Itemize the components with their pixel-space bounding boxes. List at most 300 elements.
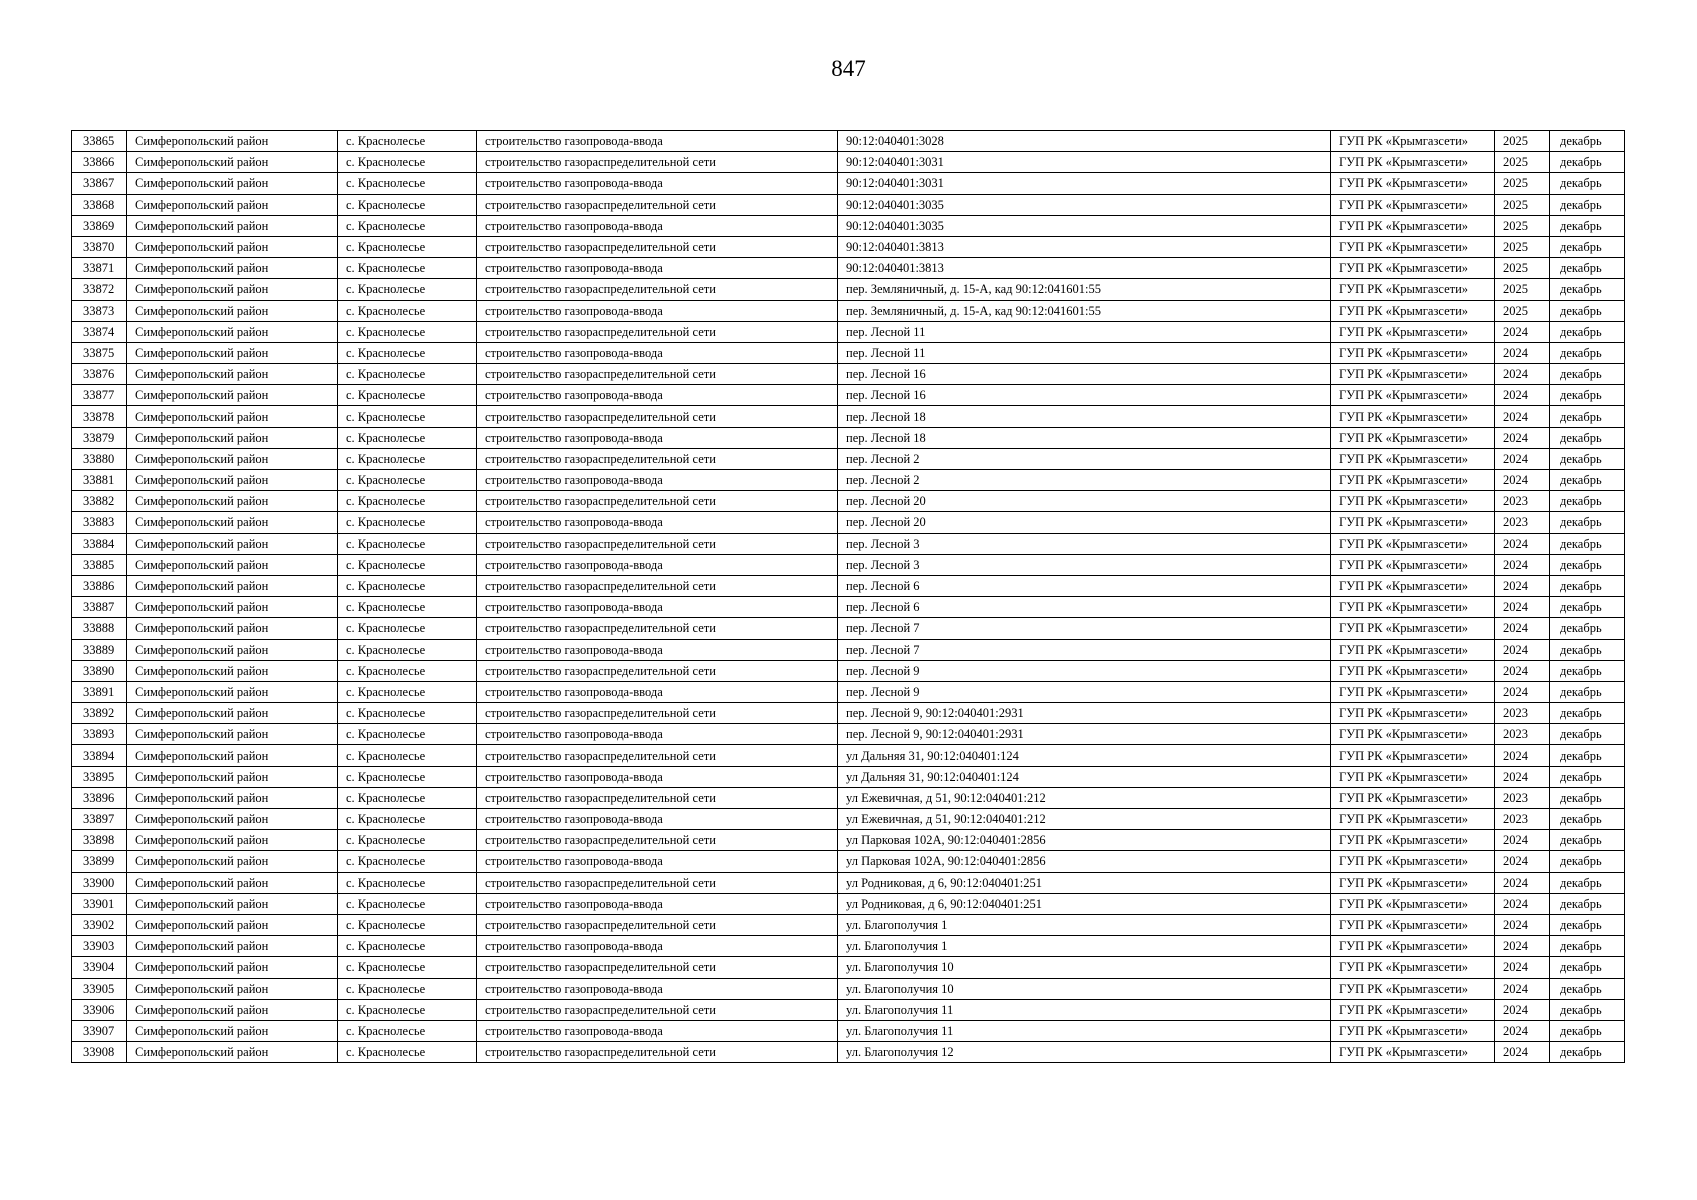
- address-cell: пер. Лесной 3: [838, 554, 1331, 575]
- table-row: [72, 279, 1625, 300]
- address-cell: пер. Лесной 9: [838, 660, 1331, 681]
- year-cell: 2024: [1495, 385, 1550, 406]
- year-cell: 2023: [1495, 724, 1550, 745]
- district-cell: Симферопольский район: [127, 597, 338, 618]
- address-cell: 90:12:040401:3031: [838, 173, 1331, 194]
- organization-cell: ГУП РК «Крымгазсети»: [1331, 809, 1495, 830]
- address-cell: пер. Лесной 6: [838, 597, 1331, 618]
- organization-cell: ГУП РК «Крымгазсети»: [1331, 830, 1495, 851]
- organization-cell: ГУП РК «Крымгазсети»: [1331, 766, 1495, 787]
- month-cell: декабрь: [1550, 787, 1625, 808]
- month-cell: декабрь: [1550, 936, 1625, 957]
- settlement-cell: с. Краснолесье: [338, 554, 477, 575]
- organization-cell: ГУП РК «Крымгазсети»: [1331, 236, 1495, 257]
- settlement-cell: с. Краснолесье: [338, 491, 477, 512]
- organization-cell: ГУП РК «Крымгазсети»: [1331, 427, 1495, 448]
- record-number-cell: 33868: [72, 194, 127, 215]
- address-cell: ул. Благополучия 10: [838, 957, 1331, 978]
- district-cell: Симферопольский район: [127, 639, 338, 660]
- table-row: [72, 152, 1625, 173]
- settlement-cell: с. Краснолесье: [338, 258, 477, 279]
- month-cell: декабрь: [1550, 554, 1625, 575]
- district-cell: Симферопольский район: [127, 131, 338, 152]
- address-cell: ул. Благополучия 11: [838, 999, 1331, 1020]
- month-cell: декабрь: [1550, 321, 1625, 342]
- district-cell: Симферопольский район: [127, 491, 338, 512]
- record-number-cell: 33891: [72, 681, 127, 702]
- year-cell: 2024: [1495, 1020, 1550, 1041]
- organization-cell: ГУП РК «Крымгазсети»: [1331, 321, 1495, 342]
- work-type-cell: строительство газопровода-ввода: [477, 724, 838, 745]
- work-type-cell: строительство газопровода-ввода: [477, 936, 838, 957]
- table-row: [72, 342, 1625, 363]
- district-cell: Симферопольский район: [127, 236, 338, 257]
- year-cell: 2024: [1495, 321, 1550, 342]
- month-cell: декабрь: [1550, 660, 1625, 681]
- district-cell: Симферопольский район: [127, 978, 338, 999]
- organization-cell: ГУП РК «Крымгазсети»: [1331, 957, 1495, 978]
- record-number-cell: 33867: [72, 173, 127, 194]
- month-cell: декабрь: [1550, 1042, 1625, 1063]
- address-cell: пер. Лесной 7: [838, 618, 1331, 639]
- district-cell: Симферопольский район: [127, 279, 338, 300]
- address-cell: пер. Лесной 3: [838, 533, 1331, 554]
- work-type-cell: строительство газораспределительной сети: [477, 618, 838, 639]
- settlement-cell: с. Краснолесье: [338, 321, 477, 342]
- month-cell: декабрь: [1550, 342, 1625, 363]
- year-cell: 2024: [1495, 364, 1550, 385]
- district-cell: Симферопольский район: [127, 512, 338, 533]
- address-cell: ул. Благополучия 1: [838, 936, 1331, 957]
- table-row: [72, 321, 1625, 342]
- district-cell: Симферопольский район: [127, 999, 338, 1020]
- organization-cell: ГУП РК «Крымгазсети»: [1331, 639, 1495, 660]
- record-number-cell: 33873: [72, 300, 127, 321]
- settlement-cell: с. Краснолесье: [338, 385, 477, 406]
- year-cell: 2024: [1495, 597, 1550, 618]
- settlement-cell: с. Краснолесье: [338, 830, 477, 851]
- work-type-cell: строительство газораспределительной сети: [477, 787, 838, 808]
- table-row: [72, 364, 1625, 385]
- table-row: [72, 681, 1625, 702]
- record-number-cell: 33884: [72, 533, 127, 554]
- table-row: [72, 554, 1625, 575]
- record-number-cell: 33874: [72, 321, 127, 342]
- organization-cell: ГУП РК «Крымгазсети»: [1331, 914, 1495, 935]
- year-cell: 2024: [1495, 470, 1550, 491]
- record-number-cell: 33866: [72, 152, 127, 173]
- settlement-cell: с. Краснолесье: [338, 639, 477, 660]
- month-cell: декабрь: [1550, 215, 1625, 236]
- settlement-cell: с. Краснолесье: [338, 448, 477, 469]
- organization-cell: ГУП РК «Крымгазсети»: [1331, 215, 1495, 236]
- work-type-cell: строительство газопровода-ввода: [477, 427, 838, 448]
- year-cell: 2024: [1495, 766, 1550, 787]
- month-cell: декабрь: [1550, 194, 1625, 215]
- organization-cell: ГУП РК «Крымгазсети»: [1331, 194, 1495, 215]
- organization-cell: ГУП РК «Крымгазсети»: [1331, 681, 1495, 702]
- work-type-cell: строительство газораспределительной сети: [477, 533, 838, 554]
- table-row: [72, 957, 1625, 978]
- record-number-cell: 33885: [72, 554, 127, 575]
- address-cell: ул. Благополучия 10: [838, 978, 1331, 999]
- table-row: [72, 173, 1625, 194]
- district-cell: Симферопольский район: [127, 787, 338, 808]
- year-cell: 2024: [1495, 554, 1550, 575]
- settlement-cell: с. Краснолесье: [338, 809, 477, 830]
- district-cell: Симферопольский район: [127, 194, 338, 215]
- organization-cell: ГУП РК «Крымгазсети»: [1331, 1042, 1495, 1063]
- work-type-cell: строительство газораспределительной сети: [477, 448, 838, 469]
- year-cell: 2024: [1495, 872, 1550, 893]
- address-cell: пер. Лесной 20: [838, 512, 1331, 533]
- address-cell: пер. Лесной 6: [838, 575, 1331, 596]
- record-number-cell: 33879: [72, 427, 127, 448]
- organization-cell: ГУП РК «Крымгазсети»: [1331, 470, 1495, 491]
- year-cell: 2023: [1495, 512, 1550, 533]
- year-cell: 2024: [1495, 639, 1550, 660]
- record-number-cell: 33882: [72, 491, 127, 512]
- year-cell: 2024: [1495, 936, 1550, 957]
- month-cell: декабрь: [1550, 703, 1625, 724]
- record-number-cell: 33895: [72, 766, 127, 787]
- work-type-cell: строительство газопровода-ввода: [477, 1020, 838, 1041]
- work-type-cell: строительство газопровода-ввода: [477, 893, 838, 914]
- table-row: [72, 745, 1625, 766]
- table-row: [72, 660, 1625, 681]
- table-row: [72, 618, 1625, 639]
- work-type-cell: строительство газораспределительной сети: [477, 236, 838, 257]
- year-cell: 2024: [1495, 914, 1550, 935]
- district-cell: Симферопольский район: [127, 914, 338, 935]
- table-row: [72, 787, 1625, 808]
- district-cell: Симферопольский район: [127, 681, 338, 702]
- table-row: [72, 809, 1625, 830]
- work-type-cell: строительство газораспределительной сети: [477, 364, 838, 385]
- table-row: [72, 491, 1625, 512]
- address-cell: 90:12:040401:3035: [838, 215, 1331, 236]
- record-number-cell: 33878: [72, 406, 127, 427]
- table-row: [72, 385, 1625, 406]
- organization-cell: ГУП РК «Крымгазсети»: [1331, 724, 1495, 745]
- record-number-cell: 33875: [72, 342, 127, 363]
- address-cell: ул. Благополучия 11: [838, 1020, 1331, 1041]
- organization-cell: ГУП РК «Крымгазсети»: [1331, 406, 1495, 427]
- district-cell: Симферопольский район: [127, 575, 338, 596]
- work-type-cell: строительство газораспределительной сети: [477, 491, 838, 512]
- settlement-cell: с. Краснолесье: [338, 618, 477, 639]
- settlement-cell: с. Краснолесье: [338, 131, 477, 152]
- month-cell: декабрь: [1550, 914, 1625, 935]
- settlement-cell: с. Краснолесье: [338, 406, 477, 427]
- table-row: [72, 851, 1625, 872]
- work-type-cell: строительство газопровода-ввода: [477, 809, 838, 830]
- month-cell: декабрь: [1550, 448, 1625, 469]
- address-cell: пер. Лесной 9: [838, 681, 1331, 702]
- month-cell: декабрь: [1550, 639, 1625, 660]
- district-cell: Симферопольский район: [127, 300, 338, 321]
- address-cell: ул Парковая 102А, 90:12:040401:2856: [838, 851, 1331, 872]
- organization-cell: ГУП РК «Крымгазсети»: [1331, 893, 1495, 914]
- month-cell: декабрь: [1550, 851, 1625, 872]
- work-type-cell: строительство газопровода-ввода: [477, 342, 838, 363]
- address-cell: пер. Лесной 16: [838, 385, 1331, 406]
- district-cell: Симферопольский район: [127, 427, 338, 448]
- registry-table-body: [72, 131, 1625, 1063]
- settlement-cell: с. Краснолесье: [338, 470, 477, 491]
- organization-cell: ГУП РК «Крымгазсети»: [1331, 152, 1495, 173]
- district-cell: Симферопольский район: [127, 364, 338, 385]
- month-cell: декабрь: [1550, 300, 1625, 321]
- month-cell: декабрь: [1550, 152, 1625, 173]
- address-cell: 90:12:040401:3031: [838, 152, 1331, 173]
- month-cell: декабрь: [1550, 258, 1625, 279]
- record-number-cell: 33886: [72, 575, 127, 596]
- settlement-cell: с. Краснолесье: [338, 999, 477, 1020]
- work-type-cell: строительство газораспределительной сети: [477, 872, 838, 893]
- district-cell: Симферопольский район: [127, 660, 338, 681]
- work-type-cell: строительство газопровода-ввода: [477, 385, 838, 406]
- organization-cell: ГУП РК «Крымгазсети»: [1331, 787, 1495, 808]
- work-type-cell: строительство газораспределительной сети: [477, 194, 838, 215]
- record-number-cell: 33876: [72, 364, 127, 385]
- year-cell: 2024: [1495, 999, 1550, 1020]
- address-cell: 90:12:040401:3813: [838, 258, 1331, 279]
- month-cell: декабрь: [1550, 809, 1625, 830]
- record-number-cell: 33889: [72, 639, 127, 660]
- record-number-cell: 33869: [72, 215, 127, 236]
- address-cell: пер. Земляничный, д. 15-А, кад 90:12:041601:55: [838, 300, 1331, 321]
- year-cell: 2025: [1495, 258, 1550, 279]
- work-type-cell: строительство газопровода-ввода: [477, 766, 838, 787]
- table-row: [72, 936, 1625, 957]
- settlement-cell: с. Краснолесье: [338, 914, 477, 935]
- month-cell: декабрь: [1550, 1020, 1625, 1041]
- work-type-cell: строительство газопровода-ввода: [477, 470, 838, 491]
- year-cell: 2025: [1495, 194, 1550, 215]
- organization-cell: ГУП РК «Крымгазсети»: [1331, 385, 1495, 406]
- address-cell: 90:12:040401:3028: [838, 131, 1331, 152]
- record-number-cell: 33903: [72, 936, 127, 957]
- year-cell: 2024: [1495, 406, 1550, 427]
- year-cell: 2024: [1495, 448, 1550, 469]
- table-row: [72, 639, 1625, 660]
- address-cell: ул Дальняя 31, 90:12:040401:124: [838, 766, 1331, 787]
- district-cell: Симферопольский район: [127, 533, 338, 554]
- month-cell: декабрь: [1550, 872, 1625, 893]
- settlement-cell: с. Краснолесье: [338, 194, 477, 215]
- month-cell: декабрь: [1550, 364, 1625, 385]
- work-type-cell: строительство газораспределительной сети: [477, 703, 838, 724]
- settlement-cell: с. Краснолесье: [338, 342, 477, 363]
- settlement-cell: с. Краснолесье: [338, 236, 477, 257]
- year-cell: 2025: [1495, 300, 1550, 321]
- registry-table: [71, 130, 1625, 1063]
- settlement-cell: с. Краснолесье: [338, 427, 477, 448]
- settlement-cell: с. Краснолесье: [338, 936, 477, 957]
- month-cell: декабрь: [1550, 533, 1625, 554]
- record-number-cell: 33877: [72, 385, 127, 406]
- settlement-cell: с. Краснолесье: [338, 724, 477, 745]
- year-cell: 2025: [1495, 152, 1550, 173]
- year-cell: 2024: [1495, 660, 1550, 681]
- month-cell: декабрь: [1550, 470, 1625, 491]
- work-type-cell: строительство газопровода-ввода: [477, 131, 838, 152]
- work-type-cell: строительство газораспределительной сети: [477, 957, 838, 978]
- table-row: [72, 427, 1625, 448]
- table-row: [72, 703, 1625, 724]
- district-cell: Симферопольский район: [127, 342, 338, 363]
- organization-cell: ГУП РК «Крымгазсети»: [1331, 491, 1495, 512]
- year-cell: 2024: [1495, 342, 1550, 363]
- year-cell: 2025: [1495, 131, 1550, 152]
- month-cell: декабрь: [1550, 681, 1625, 702]
- month-cell: декабрь: [1550, 999, 1625, 1020]
- work-type-cell: строительство газораспределительной сети: [477, 914, 838, 935]
- table-row: [72, 766, 1625, 787]
- table-row: [72, 597, 1625, 618]
- settlement-cell: с. Краснолесье: [338, 279, 477, 300]
- work-type-cell: строительство газораспределительной сети: [477, 575, 838, 596]
- settlement-cell: с. Краснолесье: [338, 893, 477, 914]
- record-number-cell: 33904: [72, 957, 127, 978]
- address-cell: ул Парковая 102А, 90:12:040401:2856: [838, 830, 1331, 851]
- address-cell: пер. Лесной 2: [838, 470, 1331, 491]
- address-cell: 90:12:040401:3813: [838, 236, 1331, 257]
- address-cell: ул Ежевичная, д 51, 90:12:040401:212: [838, 787, 1331, 808]
- record-number-cell: 33898: [72, 830, 127, 851]
- district-cell: Симферопольский район: [127, 554, 338, 575]
- work-type-cell: строительство газопровода-ввода: [477, 173, 838, 194]
- year-cell: 2024: [1495, 1042, 1550, 1063]
- record-number-cell: 33872: [72, 279, 127, 300]
- record-number-cell: 33880: [72, 448, 127, 469]
- district-cell: Симферопольский район: [127, 872, 338, 893]
- settlement-cell: с. Краснолесье: [338, 300, 477, 321]
- year-cell: 2024: [1495, 618, 1550, 639]
- record-number-cell: 33865: [72, 131, 127, 152]
- address-cell: пер. Лесной 9, 90:12:040401:2931: [838, 703, 1331, 724]
- table-row: [72, 258, 1625, 279]
- work-type-cell: строительство газопровода-ввода: [477, 512, 838, 533]
- month-cell: декабрь: [1550, 406, 1625, 427]
- table-row: [72, 914, 1625, 935]
- organization-cell: ГУП РК «Крымгазсети»: [1331, 364, 1495, 385]
- settlement-cell: с. Краснолесье: [338, 766, 477, 787]
- organization-cell: ГУП РК «Крымгазсети»: [1331, 597, 1495, 618]
- work-type-cell: строительство газопровода-ввода: [477, 851, 838, 872]
- district-cell: Симферопольский район: [127, 173, 338, 194]
- organization-cell: ГУП РК «Крымгазсети»: [1331, 533, 1495, 554]
- table-row: [72, 978, 1625, 999]
- table-row: [72, 999, 1625, 1020]
- settlement-cell: с. Краснолесье: [338, 787, 477, 808]
- settlement-cell: с. Краснолесье: [338, 872, 477, 893]
- month-cell: декабрь: [1550, 512, 1625, 533]
- month-cell: декабрь: [1550, 978, 1625, 999]
- settlement-cell: с. Краснолесье: [338, 152, 477, 173]
- record-number-cell: 33883: [72, 512, 127, 533]
- table-row: [72, 872, 1625, 893]
- organization-cell: ГУП РК «Крымгазсети»: [1331, 745, 1495, 766]
- work-type-cell: строительство газораспределительной сети: [477, 1042, 838, 1063]
- address-cell: пер. Лесной 11: [838, 342, 1331, 363]
- work-type-cell: строительство газопровода-ввода: [477, 258, 838, 279]
- district-cell: Симферопольский район: [127, 385, 338, 406]
- month-cell: декабрь: [1550, 830, 1625, 851]
- settlement-cell: с. Краснолесье: [338, 703, 477, 724]
- address-cell: ул Родниковая, д 6, 90:12:040401:251: [838, 893, 1331, 914]
- month-cell: декабрь: [1550, 173, 1625, 194]
- month-cell: декабрь: [1550, 491, 1625, 512]
- table-row: [72, 1042, 1625, 1063]
- work-type-cell: строительство газопровода-ввода: [477, 639, 838, 660]
- work-type-cell: строительство газопровода-ввода: [477, 978, 838, 999]
- district-cell: Симферопольский район: [127, 809, 338, 830]
- address-cell: пер. Лесной 2: [838, 448, 1331, 469]
- month-cell: декабрь: [1550, 745, 1625, 766]
- address-cell: ул Дальняя 31, 90:12:040401:124: [838, 745, 1331, 766]
- year-cell: 2023: [1495, 491, 1550, 512]
- year-cell: 2024: [1495, 978, 1550, 999]
- record-number-cell: 33907: [72, 1020, 127, 1041]
- year-cell: 2024: [1495, 575, 1550, 596]
- address-cell: 90:12:040401:3035: [838, 194, 1331, 215]
- district-cell: Симферопольский район: [127, 851, 338, 872]
- year-cell: 2024: [1495, 893, 1550, 914]
- table-row: [72, 724, 1625, 745]
- table-row: [72, 1020, 1625, 1041]
- district-cell: Симферопольский район: [127, 936, 338, 957]
- address-cell: пер. Лесной 11: [838, 321, 1331, 342]
- settlement-cell: с. Краснолесье: [338, 364, 477, 385]
- settlement-cell: с. Краснолесье: [338, 533, 477, 554]
- address-cell: ул Родниковая, д 6, 90:12:040401:251: [838, 872, 1331, 893]
- table-row: [72, 830, 1625, 851]
- record-number-cell: 33894: [72, 745, 127, 766]
- organization-cell: ГУП РК «Крымгазсети»: [1331, 342, 1495, 363]
- address-cell: пер. Лесной 20: [838, 491, 1331, 512]
- table-row: [72, 533, 1625, 554]
- district-cell: Симферопольский район: [127, 1042, 338, 1063]
- address-cell: пер. Лесной 16: [838, 364, 1331, 385]
- organization-cell: ГУП РК «Крымгазсети»: [1331, 978, 1495, 999]
- record-number-cell: 33881: [72, 470, 127, 491]
- table-row: [72, 575, 1625, 596]
- year-cell: 2024: [1495, 830, 1550, 851]
- year-cell: 2024: [1495, 681, 1550, 702]
- record-number-cell: 33908: [72, 1042, 127, 1063]
- table-row: [72, 406, 1625, 427]
- record-number-cell: 33871: [72, 258, 127, 279]
- organization-cell: ГУП РК «Крымгазсети»: [1331, 1020, 1495, 1041]
- month-cell: декабрь: [1550, 597, 1625, 618]
- organization-cell: ГУП РК «Крымгазсети»: [1331, 851, 1495, 872]
- table-row: [72, 236, 1625, 257]
- organization-cell: ГУП РК «Крымгазсети»: [1331, 703, 1495, 724]
- work-type-cell: строительство газопровода-ввода: [477, 554, 838, 575]
- month-cell: декабрь: [1550, 618, 1625, 639]
- organization-cell: ГУП РК «Крымгазсети»: [1331, 131, 1495, 152]
- settlement-cell: с. Краснолесье: [338, 851, 477, 872]
- year-cell: 2024: [1495, 851, 1550, 872]
- month-cell: декабрь: [1550, 427, 1625, 448]
- table-row: [72, 470, 1625, 491]
- table-row: [72, 300, 1625, 321]
- record-number-cell: 33905: [72, 978, 127, 999]
- record-number-cell: 33897: [72, 809, 127, 830]
- record-number-cell: 33896: [72, 787, 127, 808]
